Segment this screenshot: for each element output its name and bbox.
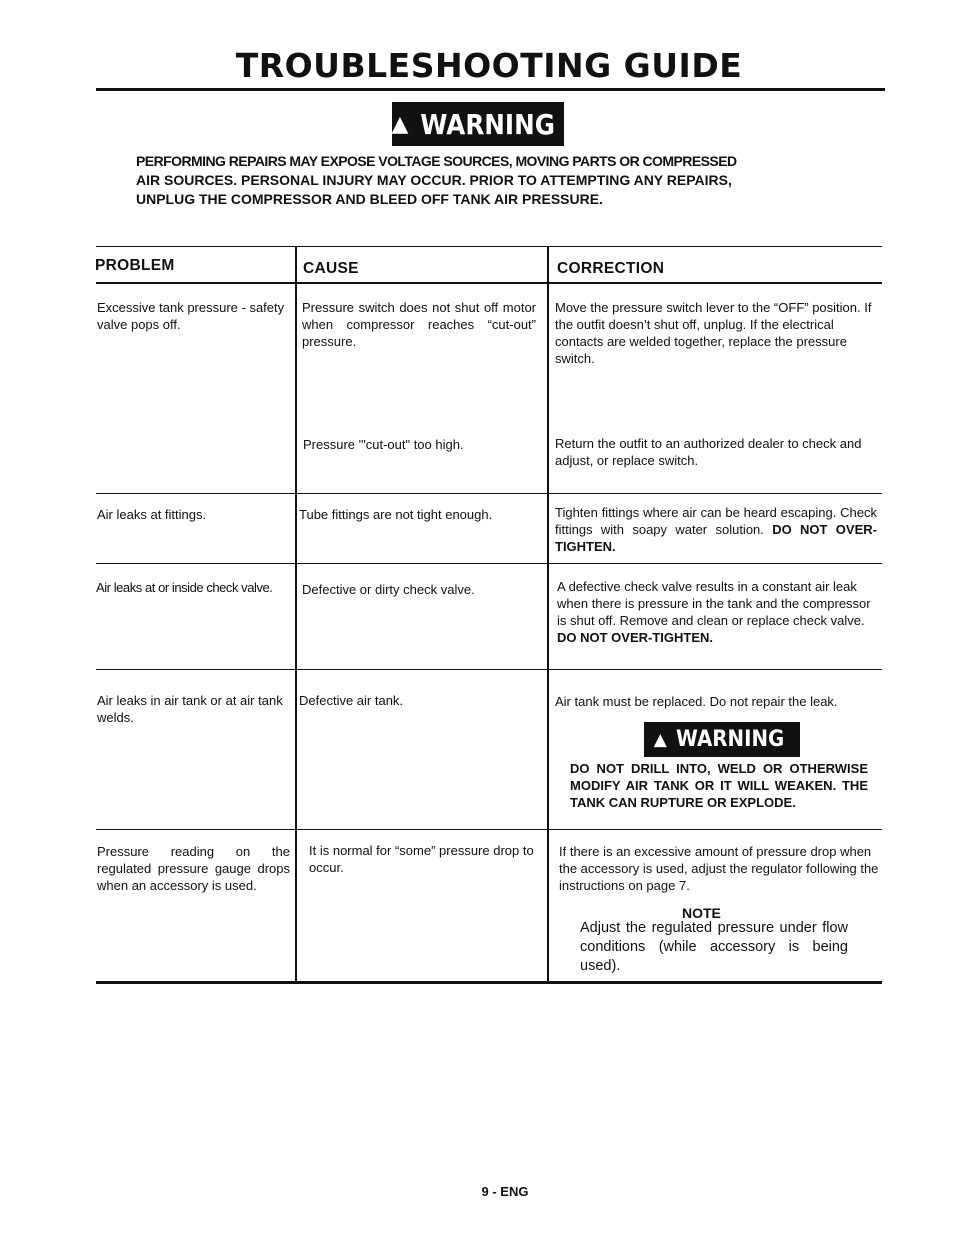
correction-cell: Return the outfit to an authorized dealer to check and adjust, or replace switch. [555, 436, 862, 468]
warning-triangle-icon: ▲ [653, 729, 667, 750]
page-title: TROUBLESHOOTING GUIDE [235, 46, 743, 85]
row-divider [96, 829, 882, 830]
warning-intro-line: UNPLUG THE COMPRESSOR AND BLEED OFF TANK AIR PRESSURE. [136, 191, 603, 207]
row-divider [96, 669, 882, 670]
column-divider [547, 246, 549, 982]
warning-triangle-icon: ▲ [391, 111, 409, 137]
warning-intro-line: PERFORMING REPAIRS MAY EXPOSE VOLTAGE SOURCES, MOVING PARTS OR COMPRESSED [136, 153, 737, 169]
page-number: 9 - ENG [481, 1184, 529, 1199]
table-top-rule [96, 246, 882, 247]
note-title: NOTE [682, 905, 721, 921]
warning-intro [136, 152, 836, 209]
problem-cell: Excessive tank pressure - safety valve pops off. [97, 300, 285, 332]
problem-cell: Pressure reading on the regulated pressure gauge drops when an accessory is used. [97, 844, 290, 893]
table-bottom-rule [96, 981, 882, 984]
correction-cell: Air tank must be replaced. Do not repair the leak. [555, 694, 838, 709]
row-divider [96, 563, 882, 564]
problem-cell: Air leaks at or inside check valve. [96, 580, 273, 595]
correction-emphasis: DO NOT OVER-TIGHTEN. [557, 630, 713, 645]
correction-emphasis: DO NOT OVER-TIGHTEN. [555, 522, 877, 554]
problem-cell: Air leaks in air tank or at air tank welds. [97, 693, 283, 725]
warning-label: WARNING [420, 107, 556, 141]
warning-intro-line: AIR SOURCES. PERSONAL INJURY MAY OCCUR. PRIOR TO ATTEMPTING ANY REPAIRS, [136, 172, 732, 188]
header-cause: CAUSE [303, 260, 359, 277]
cause-cell: Defective air tank. [299, 693, 404, 708]
cause-cell: It is normal for “some” pressure drop to occur. [309, 843, 534, 875]
tank-warning-text: DO NOT DRILL INTO, WELD OR OTHERWISE MODIFY AIR TANK OR IT WILL WEAKEN. THE TANK CAN RUPTURE OR EXPLODE. [570, 761, 868, 810]
correction-text: A defective check valve results in a constant air leak when there is pressure in the tank and the compressor is shut off. Remove and clean or replace check valve. [557, 579, 871, 628]
correction-cell [557, 578, 882, 646]
problem-cell: Air leaks at fittings. [97, 507, 207, 522]
column-divider [295, 246, 297, 982]
note-text: Adjust the regulated pressure under flow conditions (while accessory is being used). [580, 920, 848, 974]
title-rule [96, 88, 885, 91]
cause-cell: Pressure '"cut-out" too high. [303, 437, 464, 452]
warning-label: WARNING [675, 727, 785, 752]
cause-cell: Pressure switch does not shut off motor when compressor reaches “cut-out” pressure. [302, 300, 536, 349]
correction-cell: Move the pressure switch lever to the “OFF” position. If the outfit doesn’t shut off, unplug. If the electrical contacts are welded together, replace the pressure switch. [555, 300, 872, 366]
header-bottom-rule [96, 282, 882, 284]
header-problem: PROBLEM [95, 257, 175, 274]
correction-cell [555, 504, 877, 555]
header-correction: CORRECTION [557, 260, 665, 277]
correction-text: Tighten fittings where air can be heard escaping. Check fittings with soapy water solution. [555, 505, 877, 537]
correction-cell: If there is an excessive amount of pressure drop when the accessory is used, adjust the regulator following the instructions on page 7. [559, 844, 879, 893]
tank-warning-banner [644, 722, 800, 757]
warning-banner [392, 102, 564, 146]
row-divider [96, 493, 882, 494]
cause-cell: Tube fittings are not tight enough. [299, 507, 493, 522]
cause-cell: Defective or dirty check valve. [302, 582, 475, 597]
